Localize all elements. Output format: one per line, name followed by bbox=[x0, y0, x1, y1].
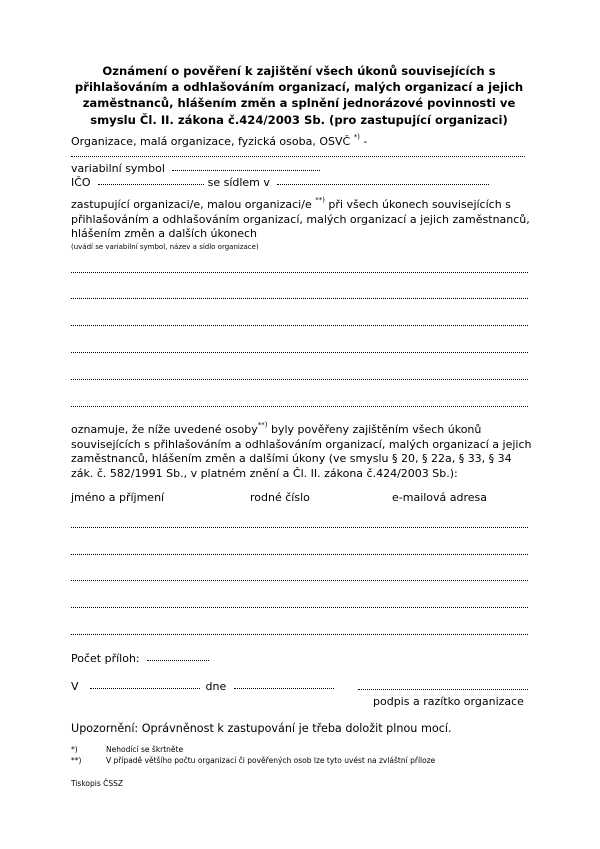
representing-paragraph bbox=[71, 198, 533, 242]
column-email: e-mailová adresa bbox=[392, 491, 488, 504]
signature-label: podpis a razítko organizace bbox=[373, 695, 524, 708]
attachments-label: Počet příloh: bbox=[71, 652, 140, 665]
seat-field[interactable] bbox=[277, 184, 489, 185]
column-name: jméno a příjmení bbox=[71, 491, 165, 504]
announce-text-end: byly pověřeny zajištěním všech úkonů souvisejících s přihlašováním a odhlašováním organizací, malých organizací a jejich zaměstnanců, hlášením změn a dalšími úkony (ve smyslu § 20, § 22a, § 33, § 34 zák. č. 582/1991 Sb., v platném znění a Čl. II. zákona č.424/2003 Sb.): bbox=[71, 423, 532, 480]
ico-label: IČO bbox=[71, 176, 91, 189]
date-label: dne bbox=[205, 680, 227, 693]
announce-footnote-mark: **) bbox=[257, 421, 268, 430]
person-fill-line-3[interactable] bbox=[71, 580, 528, 581]
seat-label: se sídlem v bbox=[207, 176, 270, 189]
footnote-2-mark: **) bbox=[71, 756, 82, 765]
variable-symbol-line bbox=[71, 161, 320, 176]
form-title: Oznámení o pověření k zajištění všech úkonů souvisejících s přihlašováním a odhlašováním organizací, malých organizací a jejich zaměstnanců, hlášením změn a splnění jednorázové povinnosti ve smyslu Čl. II. zákona č.424/2003 Sb. (pro zastupující organizaci) bbox=[74, 64, 524, 127]
warning-text: Upozornění: Oprávněnost k zastupování je třeba doložit plnou mocí. bbox=[71, 722, 452, 735]
representing-fill-line-5[interactable] bbox=[71, 379, 528, 380]
representing-fill-line-6[interactable] bbox=[71, 406, 528, 407]
organization-line bbox=[71, 134, 367, 149]
footnote-2-text: V případě většího počtu organizací či pověřených osob lze tyto uvést na zvláštní příloze bbox=[106, 756, 436, 765]
representing-fill-line-4[interactable] bbox=[71, 352, 528, 353]
representing-footnote-mark: **) bbox=[315, 196, 325, 205]
attachments-field[interactable] bbox=[147, 660, 209, 661]
variable-symbol-field[interactable] bbox=[172, 170, 320, 171]
ico-line bbox=[71, 175, 489, 190]
footnote-1-mark: *) bbox=[71, 745, 78, 754]
form-code: Tiskopis ČSSZ bbox=[71, 779, 124, 788]
signature-field[interactable] bbox=[358, 689, 528, 690]
ico-field[interactable] bbox=[98, 184, 204, 185]
person-fill-line-5[interactable] bbox=[71, 634, 528, 635]
organization-footnote-mark: *) bbox=[353, 133, 360, 142]
place-label: V bbox=[71, 680, 79, 693]
person-fill-line-2[interactable] bbox=[71, 554, 528, 555]
footnote-1-text: Nehodící se škrtněte bbox=[106, 745, 184, 754]
announce-text-start: oznamuje, že níže uvedené osoby bbox=[71, 423, 258, 436]
column-birth-number: rodné číslo bbox=[250, 491, 310, 504]
organization-suffix: - bbox=[359, 135, 368, 148]
representing-fill-line-2[interactable] bbox=[71, 298, 528, 299]
representing-text-start: zastupující organizaci/e, malou organizaci/e bbox=[71, 198, 316, 211]
organization-label: Organizace, malá organizace, fyzická osoba, OSVČ bbox=[71, 135, 351, 148]
variable-symbol-label: variabilní symbol bbox=[71, 162, 165, 175]
announce-paragraph bbox=[71, 423, 535, 481]
date-field[interactable] bbox=[234, 688, 334, 689]
place-field[interactable] bbox=[90, 688, 200, 689]
person-fill-line-4[interactable] bbox=[71, 607, 528, 608]
attachments-line bbox=[71, 651, 209, 666]
representing-note: (uvádí se variabilní symbol, název a sídlo organizace) bbox=[71, 243, 259, 251]
representing-text-end: při všech úkonech souvisejících s přihlašováním a odhlašováním organizací, malých organizací a jejich zaměstnanců, hlášením změn a dalších úkonech bbox=[71, 198, 530, 241]
place-date-line bbox=[71, 679, 334, 694]
organization-fill-line[interactable] bbox=[71, 156, 525, 157]
representing-fill-line-3[interactable] bbox=[71, 325, 528, 326]
person-fill-line-1[interactable] bbox=[71, 527, 528, 528]
representing-fill-line-1[interactable] bbox=[71, 272, 528, 273]
